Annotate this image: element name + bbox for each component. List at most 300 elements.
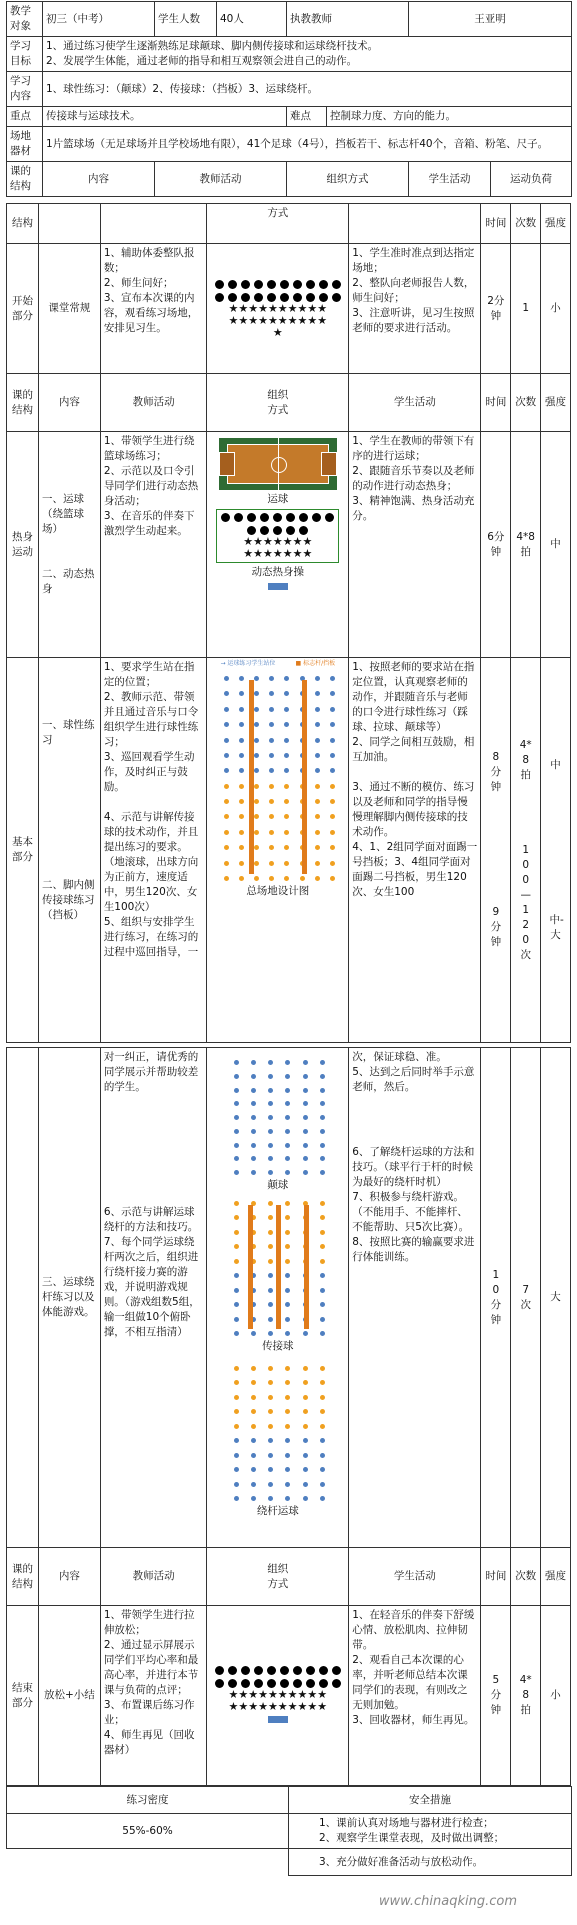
player-dot (239, 799, 244, 804)
caption-juggling: 颠球 (267, 1179, 289, 1191)
player-dot (239, 722, 244, 727)
board-icon (302, 680, 307, 874)
player-dot (269, 845, 274, 850)
player-dot (224, 830, 229, 835)
player-dot (234, 1088, 239, 1093)
player-dot (303, 1380, 308, 1385)
player-dot (268, 1317, 273, 1322)
player-dot (239, 845, 244, 850)
col-teacher: 教师活动 (155, 162, 287, 197)
juggling-diagram (228, 1056, 328, 1176)
player-dot (285, 1331, 290, 1336)
player-dot (320, 1395, 325, 1400)
player-dot (251, 1156, 256, 1161)
player-dot (268, 1496, 273, 1501)
player-dot (234, 1156, 239, 1161)
player-dot (234, 1129, 239, 1134)
player-dot (251, 1453, 256, 1458)
player-dot (285, 1438, 290, 1443)
player-dot (315, 691, 320, 696)
player-dot (269, 753, 274, 758)
player-dot (251, 1395, 256, 1400)
player-dot (239, 830, 244, 835)
student-dot (254, 293, 263, 302)
basic-content-a: 一、球性练习 (41, 718, 95, 746)
player-dot (285, 1380, 290, 1385)
player-dot (320, 1438, 325, 1443)
section-end-content: 放松+小结 (38, 1606, 100, 1786)
student-dot (332, 280, 341, 289)
player-dot (269, 768, 274, 773)
player-dot (234, 1366, 239, 1371)
player-dot (268, 1366, 273, 1371)
player-dot (285, 1244, 290, 1249)
player-dot (303, 1424, 308, 1429)
col-org-2: 方式 (207, 204, 349, 244)
section-warmup-student: 1、学生在教师的带领下有序的进行运球； 2、跟随音乐节奏以及老师的动作进行动态热身； 3、精神饱满、热身活动充分。 (349, 432, 481, 658)
col-times: 次数 (511, 204, 541, 244)
target-value: 初三（中考） (43, 2, 155, 37)
player-dot (315, 784, 320, 789)
player-dot (254, 722, 259, 727)
col-structure-3: 课的结构 (7, 374, 39, 432)
section-dribble-time: 10分钟 (481, 1048, 511, 1548)
player-dot (239, 738, 244, 743)
player-dot (268, 1438, 273, 1443)
player-dot (268, 1288, 273, 1293)
player-dot (234, 1244, 239, 1249)
section-warmup-teacher: 1、带领学生进行绕篮球场练习； 2、示范以及口令引导同学们进行动态热身活动； 3、在音乐的伴奏下激烈学生动起来。 (100, 432, 207, 658)
player-dot (224, 676, 229, 681)
player-dot (320, 1215, 325, 1220)
player-dot (234, 1170, 239, 1175)
col-times-4: 次数 (511, 1548, 541, 1606)
player-dot (315, 753, 320, 758)
player-dot (234, 1259, 239, 1264)
player-dot (320, 1244, 325, 1249)
field-design-diagram (218, 672, 338, 882)
player-dot (251, 1467, 256, 1472)
section-warmup-times: 4*8拍 (511, 432, 541, 658)
col-content: 内容 (43, 162, 155, 197)
student-dot (241, 293, 250, 302)
basketball-court (219, 438, 337, 490)
player-dot (268, 1156, 273, 1161)
player-dot (320, 1170, 325, 1175)
player-dot (303, 1115, 308, 1120)
col-load: 运动负荷 (491, 162, 572, 197)
player-dot (320, 1409, 325, 1414)
player-dot (315, 676, 320, 681)
player-dot (303, 1395, 308, 1400)
section-basic-times: 4*8拍 100—120次 (511, 658, 541, 1043)
caption-field-design: 总场地设计图 (246, 885, 310, 897)
student-dot (267, 293, 276, 302)
player-dot (285, 1259, 290, 1264)
player-dot (303, 1143, 308, 1148)
section-basic-time: 8分钟 9分钟 (481, 658, 511, 1043)
player-dot (251, 1129, 256, 1134)
player-dot (320, 1088, 325, 1093)
player-dot (315, 799, 320, 804)
player-dot (330, 707, 335, 712)
player-dot (303, 1438, 308, 1443)
player-dot (224, 707, 229, 712)
section-basic-student: 1、按照老师的要求站在指定位置，认真观察老师的动作，并跟随音乐与老师的口令进行球性练习（踩球、拉球、颠球等） 2、同学之间相互鼓励，相互加油。 3、通过不断的模仿、练习以及老师和同学的指导慢慢理解脚内侧传接球的技术动作。 4、1、2组同学面对面踢一号挡板；3、4组同学面对面踢二号挡板，男生120次、女生100 (349, 658, 481, 1043)
player-dot (239, 814, 244, 819)
section-end-times: 4*8拍 (511, 1606, 541, 1786)
content-value: 1、球性练习：（颠球）2、传接球：（挡板）3、运球绕杆。 (43, 72, 572, 107)
player-dot (320, 1288, 325, 1293)
player-dot (330, 691, 335, 696)
player-dot (268, 1453, 273, 1458)
student-dot (293, 280, 302, 289)
student-dot (332, 293, 341, 302)
player-dot (239, 784, 244, 789)
player-dot (320, 1496, 325, 1501)
player-dot (224, 753, 229, 758)
warmup-content-b: 二、动态热身 (41, 568, 95, 595)
section-end-time: 5分钟 (481, 1606, 511, 1786)
player-dot (285, 1101, 290, 1106)
player-dot (224, 845, 229, 850)
player-dot (234, 1201, 239, 1206)
player-dot (268, 1201, 273, 1206)
player-dot (284, 738, 289, 743)
section-warmup-name: 热身运动 (7, 432, 39, 658)
player-dot (285, 1482, 290, 1487)
player-dot (268, 1074, 273, 1079)
player-dot (234, 1317, 239, 1322)
player-dot (268, 1170, 273, 1175)
section-warmup-content (38, 432, 100, 658)
venue-value: 1片篮球场（无足球场并且学校场地有限），41个足球（4号），挡板若干、标志杆40个，音箱、粉笔、尺子。 (43, 127, 572, 162)
section-warmup-time: 6分钟 (481, 432, 511, 658)
section-dribble-student: 次，保证球稳、准。 5、达到之后同时举手示意老师，然后。 6、了解绕杆运球的方法和技巧。（球平行于杆的时候为最好的绕杆时机） 7、积极参与绕杆游戏。（不能用手、不能摔杆、不能帮助、只5次比赛）。 8、按照比赛的输赢要求进行体能训练。 (349, 1048, 481, 1548)
player-dot (251, 1143, 256, 1148)
player-dot (239, 691, 244, 696)
player-dot (251, 1438, 256, 1443)
section-dribble-org (207, 1048, 349, 1548)
player-dot (303, 1101, 308, 1106)
player-dot (224, 861, 229, 866)
player-dot (269, 876, 274, 881)
player-dot (254, 753, 259, 758)
player-dot (315, 722, 320, 727)
board-icon (304, 1205, 309, 1329)
player-dot (268, 1331, 273, 1336)
player-dot (254, 707, 259, 712)
player-dot (303, 1496, 308, 1501)
player-dot (239, 861, 244, 866)
player-dot (234, 1074, 239, 1079)
col-structure-2: 结构 (7, 204, 39, 244)
player-dot (234, 1438, 239, 1443)
player-dot (330, 753, 335, 758)
header-table (6, 1, 572, 197)
player-dot (234, 1496, 239, 1501)
student-dot (306, 293, 315, 302)
player-dot (268, 1129, 273, 1134)
board-icon (248, 1205, 253, 1329)
player-dot (234, 1453, 239, 1458)
player-dot (315, 707, 320, 712)
player-dot (234, 1288, 239, 1293)
student-dot (306, 280, 315, 289)
player-dot (320, 1101, 325, 1106)
board-icon (249, 680, 254, 874)
player-dot (224, 799, 229, 804)
col-student: 学生活动 (409, 162, 491, 197)
player-dot (285, 1409, 290, 1414)
safety-lines: 1、课前认真对场地与器材进行检查； 2、观察学生课堂表现，及时做出调整； (289, 1814, 572, 1849)
col-time-3: 时间 (481, 374, 511, 432)
section-end-formation: ★★★★★★★★★★ ★★★★★★★★★★ (207, 1606, 349, 1786)
player-dot (239, 753, 244, 758)
player-dot (285, 1143, 290, 1148)
density-value: 55%-60% (7, 1814, 289, 1849)
player-dot (224, 768, 229, 773)
design-legend: → 运球练习学生站位 ■ 标志杆/挡板 (220, 660, 336, 667)
player-dot (320, 1453, 325, 1458)
board-icon (276, 1205, 281, 1329)
player-dot (303, 1331, 308, 1336)
player-dot (320, 1467, 325, 1472)
player-dot (285, 1170, 290, 1175)
goal-label: 学习目标 (7, 37, 43, 72)
section-end-student: 1、在轻音乐的伴奏下舒缓心情、放松肌肉、拉伸韧带。 2、观看自己本次课的心率，并听老师总结本次课同学们的表现，有则改之无则加勉。 3、回收器材，师生再见。 (349, 1606, 481, 1786)
player-dot (268, 1395, 273, 1400)
player-dot (330, 676, 335, 681)
player-dot (330, 784, 335, 789)
player-dot (284, 830, 289, 835)
player-dot (320, 1482, 325, 1487)
player-dot (303, 1074, 308, 1079)
player-dot (269, 814, 274, 819)
player-dot (234, 1467, 239, 1472)
player-dot (254, 845, 259, 850)
player-dot (330, 722, 335, 727)
section-start-name: 开始部分 (7, 244, 39, 374)
player-dot (303, 1453, 308, 1458)
formation-stars: ★★★★★★★★★★ ★★★★★★★★★★ ★ (228, 301, 328, 339)
student-dot (319, 280, 328, 289)
player-dot (303, 1409, 308, 1414)
plan-table (6, 203, 571, 1043)
player-dot (234, 1115, 239, 1120)
player-dot (268, 1101, 273, 1106)
density-label: 练习密度 (7, 1787, 289, 1814)
player-dot (315, 768, 320, 773)
player-dot (251, 1088, 256, 1093)
pole-dribble-diagram (228, 1362, 328, 1502)
player-dot (330, 768, 335, 773)
player-dot (303, 1467, 308, 1472)
player-dot (251, 1482, 256, 1487)
student-dot (293, 293, 302, 302)
player-dot (269, 861, 274, 866)
player-dot (303, 1366, 308, 1371)
player-dot (251, 1366, 256, 1371)
player-dot (224, 738, 229, 743)
section-start-teacher: 1、辅助体委整队报数； 2、师生问好； 3、宣布本次课的内容，观看练习场地，安排见习生。 (100, 244, 207, 374)
player-dot (285, 1496, 290, 1501)
caption-passing: 传接球 (262, 1340, 294, 1352)
content-label: 学习内容 (7, 72, 43, 107)
section-dribble-teacher: 对一纠正，请优秀的同学展示并帮助较差的学生。 6、示范与讲解运球绕杆的方法和技巧。 7、每个同学运球绕杆两次之后，组织进行绕杆接力赛的游戏，并说明游戏规则。（游戏组数5组，输一组做10个俯卧撑，不相互指清） (100, 1048, 207, 1548)
player-dot (320, 1317, 325, 1322)
student-dot (280, 293, 289, 302)
player-dot (234, 1273, 239, 1278)
player-dot (303, 1060, 308, 1065)
section-basic-name: 基本部分 (7, 658, 39, 1043)
count-label: 学生人数 (155, 2, 217, 37)
student-dot (267, 280, 276, 289)
student-dot (228, 293, 237, 302)
player-dot (330, 738, 335, 743)
goal-line-1: 1、通过练习使学生逐渐熟练足球颠球、脚内侧传接球和运球绕杆技术。 (46, 40, 379, 52)
player-dot (284, 799, 289, 804)
col-times-3: 次数 (511, 374, 541, 432)
section-start-content: 课堂常规 (38, 244, 100, 374)
player-dot (268, 1273, 273, 1278)
section-basic-intensity: 中 中-大 (541, 658, 571, 1043)
student-dot (215, 280, 224, 289)
col-time: 时间 (481, 204, 511, 244)
player-dot (268, 1115, 273, 1120)
player-dot (285, 1288, 290, 1293)
section-start-formation (207, 244, 349, 374)
player-dot (268, 1143, 273, 1148)
section-basic-teacher: 1、要求学生站在指定的位置； 2、教师示范、带领并且通过音乐与口令组织学生进行球性练习； 3、巡回观看学生动作，及时纠正与鼓励。 4、示范与讲解传接球的技术动作，并且提出练习的要求。（地滚球，出球方向为正前方，速度适中，男生120次、女生100次） 5、组织与安排学生进行练习，在练习的过程中巡回指导，一 (100, 658, 207, 1043)
player-dot (234, 1230, 239, 1235)
player-dot (268, 1088, 273, 1093)
student-dot (215, 293, 224, 302)
player-dot (269, 830, 274, 835)
player-dot (284, 876, 289, 881)
target-label: 教学对象 (7, 2, 43, 37)
player-dot (320, 1380, 325, 1385)
player-dot (284, 845, 289, 850)
goal-text (43, 37, 572, 72)
player-dot (303, 1088, 308, 1093)
player-dot (284, 753, 289, 758)
player-dot (251, 1331, 256, 1336)
player-dot (303, 1156, 308, 1161)
player-dot (239, 676, 244, 681)
player-dot (285, 1060, 290, 1065)
player-dot (285, 1395, 290, 1400)
player-dot (285, 1074, 290, 1079)
player-dot (269, 707, 274, 712)
caption-pole-dribble: 绕杆运球 (256, 1505, 299, 1517)
player-dot (254, 830, 259, 835)
player-dot (268, 1424, 273, 1429)
col-structure-4: 课的结构 (7, 1548, 39, 1606)
player-dot (269, 738, 274, 743)
col-teacher-3: 教师活动 (100, 374, 207, 432)
player-dot (268, 1215, 273, 1220)
player-dot (330, 799, 335, 804)
player-dot (284, 861, 289, 866)
player-dot (315, 738, 320, 743)
teacher-marker-icon (268, 1716, 288, 1723)
player-dot (285, 1230, 290, 1235)
col-org-4: 组织 方式 (207, 1548, 349, 1606)
player-dot (284, 722, 289, 727)
student-dot (228, 280, 237, 289)
key-label: 重点 (7, 107, 43, 127)
col-org: 组织方式 (287, 162, 409, 197)
player-dot (320, 1115, 325, 1120)
player-dot (320, 1331, 325, 1336)
player-dot (254, 799, 259, 804)
player-dot (268, 1060, 273, 1065)
plan-table-cont (6, 1047, 571, 1786)
player-dot (269, 784, 274, 789)
player-dot (285, 1215, 290, 1220)
player-dot (285, 1467, 290, 1472)
player-dot (224, 876, 229, 881)
player-dot (254, 676, 259, 681)
player-dot (254, 768, 259, 773)
player-dot (315, 876, 320, 881)
caption-dribble: 运球 (267, 493, 289, 505)
student-dot (319, 293, 328, 302)
player-dot (285, 1156, 290, 1161)
player-dot (254, 691, 259, 696)
col-content-4: 内容 (38, 1548, 100, 1606)
player-dot (268, 1244, 273, 1249)
player-dot (251, 1496, 256, 1501)
col-structure: 课的结构 (7, 162, 43, 197)
player-dot (320, 1201, 325, 1206)
player-dot (320, 1129, 325, 1134)
player-dot (285, 1273, 290, 1278)
player-dot (320, 1230, 325, 1235)
footer-table (6, 1786, 572, 1876)
lesson-plan-page (0, 1, 577, 1925)
player-dot (285, 1115, 290, 1120)
player-dot (251, 1074, 256, 1079)
player-dot (303, 1129, 308, 1134)
player-dot (254, 784, 259, 789)
player-dot (224, 722, 229, 727)
section-basic-org (207, 658, 349, 1043)
player-dot (320, 1143, 325, 1148)
player-dot (234, 1101, 239, 1106)
section-end-name: 结束部分 (7, 1606, 39, 1786)
player-dot (320, 1060, 325, 1065)
player-dot (284, 676, 289, 681)
player-dot (234, 1331, 239, 1336)
player-dot (224, 814, 229, 819)
teacher-marker-icon (268, 583, 288, 590)
formation-dots (210, 279, 345, 303)
player-dot (234, 1302, 239, 1307)
player-dot (285, 1317, 290, 1322)
student-dot (280, 280, 289, 289)
player-dot (268, 1380, 273, 1385)
player-dot (251, 1409, 256, 1414)
player-dot (251, 1101, 256, 1106)
player-dot (320, 1302, 325, 1307)
player-dot (315, 861, 320, 866)
warmup-content-a: 一、运球（绕篮球场） (41, 493, 84, 535)
player-dot (254, 861, 259, 866)
player-dot (268, 1467, 273, 1472)
player-dot (268, 1230, 273, 1235)
